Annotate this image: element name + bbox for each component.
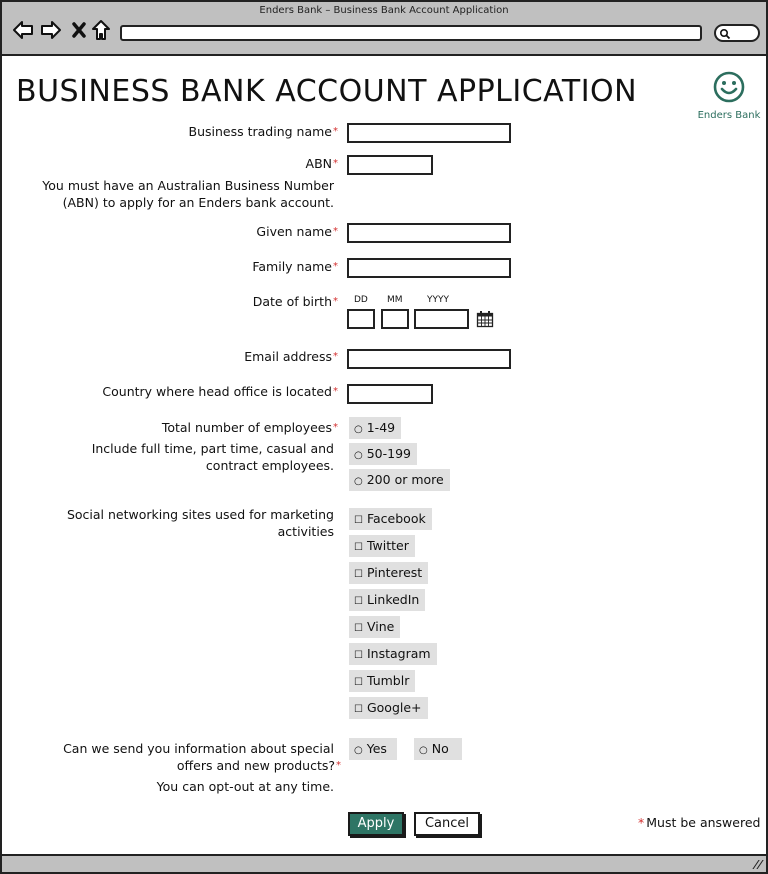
marketing-hint: You can opt-out at any time. <box>156 779 334 794</box>
given-name-input[interactable] <box>349 228 509 244</box>
radio-icon: ○ <box>354 450 363 461</box>
radio-employees-200-plus[interactable]: ○ 200 or more <box>349 469 450 491</box>
dob-month-input[interactable] <box>383 314 407 330</box>
checkbox-pinterest[interactable]: ☐ Pinterest <box>349 562 428 584</box>
resize-grip-icon[interactable]: // <box>751 858 765 871</box>
required-note: * Must be answered <box>638 815 761 830</box>
dob-year-field[interactable] <box>414 309 469 329</box>
dob-month-field[interactable] <box>381 309 409 329</box>
abn-input[interactable] <box>349 160 431 176</box>
checkbox-tumblr[interactable]: ☐ Tumblr <box>349 670 415 692</box>
browser-search-box[interactable] <box>714 24 760 42</box>
marketing-consent-label: Can we send you information about special offers and new products?* <box>63 741 341 773</box>
required-marker: * <box>333 261 338 272</box>
abn-field[interactable] <box>347 155 433 175</box>
smiley-icon <box>712 70 746 104</box>
checkbox-google-plus[interactable]: ☐ Google+ <box>349 697 428 719</box>
dob-year-input[interactable] <box>416 314 467 330</box>
employees-label: Total number of employees* <box>161 420 338 435</box>
country-input[interactable] <box>349 389 431 405</box>
checkbox-icon: ☐ <box>354 569 363 580</box>
radio-icon: ○ <box>419 745 428 756</box>
required-marker: * <box>336 760 341 771</box>
radio-employees-1-49[interactable]: ○ 1-49 <box>349 417 401 439</box>
checkbox-twitter[interactable]: ☐ Twitter <box>349 535 415 557</box>
checkbox-linkedin[interactable]: ☐ LinkedIn <box>349 589 425 611</box>
required-marker: * <box>333 386 338 397</box>
window-title: Enders Bank – Business Bank Account Application <box>259 5 509 16</box>
abn-label: ABN* <box>305 156 338 171</box>
dob-day-label: DD <box>354 295 368 305</box>
address-bar[interactable] <box>120 25 702 41</box>
checkbox-icon: ☐ <box>354 542 363 553</box>
checkbox-facebook[interactable]: ☐ Facebook <box>349 508 432 530</box>
calendar-icon[interactable] <box>476 310 494 332</box>
required-marker: * <box>333 226 338 237</box>
radio-icon: ○ <box>354 424 363 435</box>
family-name-input[interactable] <box>349 263 509 279</box>
business-trading-name-field[interactable] <box>347 123 511 143</box>
checkbox-instagram[interactable]: ☐ Instagram <box>349 643 437 665</box>
dob-day-field[interactable] <box>347 309 375 329</box>
cancel-button[interactable]: Cancel <box>414 812 480 836</box>
status-bar <box>2 854 766 872</box>
email-address-input[interactable] <box>349 354 509 370</box>
apply-button[interactable]: Apply <box>348 812 404 836</box>
country-field[interactable] <box>347 384 433 404</box>
search-icon <box>719 28 731 40</box>
forward-arrow-icon[interactable] <box>40 19 62 41</box>
checkbox-icon: ☐ <box>354 704 363 715</box>
required-marker: * <box>638 815 645 830</box>
checkbox-icon: ☐ <box>354 515 363 526</box>
dob-month-label: MM <box>387 295 403 305</box>
required-marker: * <box>333 126 338 137</box>
given-name-label: Given name* <box>256 224 338 239</box>
checkbox-icon: ☐ <box>354 623 363 634</box>
stop-icon[interactable] <box>68 19 90 41</box>
radio-employees-50-199[interactable]: ○ 50-199 <box>349 443 417 465</box>
required-marker: * <box>333 158 338 169</box>
checkbox-icon: ☐ <box>354 650 363 661</box>
radio-marketing-no[interactable]: ○ No <box>414 738 462 760</box>
country-label: Country where head office is located* <box>102 384 338 399</box>
family-name-field[interactable] <box>347 258 511 278</box>
business-trading-name-input[interactable] <box>349 128 509 144</box>
email-address-label: Email address* <box>244 349 338 364</box>
checkbox-vine[interactable]: ☐ Vine <box>349 616 400 638</box>
date-of-birth-label: Date of birth* <box>252 294 338 309</box>
employees-hint: Include full time, part time, casual and contract employees. <box>91 441 334 473</box>
checkbox-icon: ☐ <box>354 596 363 607</box>
family-name-label: Family name* <box>252 259 338 274</box>
required-marker: * <box>333 422 338 433</box>
title-bar <box>2 2 766 56</box>
required-marker: * <box>333 296 338 307</box>
checkbox-icon: ☐ <box>354 677 363 688</box>
back-arrow-icon[interactable] <box>12 19 34 41</box>
business-trading-name-label: Business trading name* <box>188 124 338 139</box>
dob-year-label: YYYY <box>427 295 449 305</box>
social-networking-label: Social networking sites used for marketing activities <box>66 507 334 539</box>
given-name-field[interactable] <box>347 223 511 243</box>
logo-text: Enders Bank <box>697 110 761 121</box>
home-icon[interactable] <box>90 19 112 41</box>
abn-hint: You must have an Australian Business Number (ABN) to apply for an Enders bank account. <box>42 178 334 210</box>
radio-marketing-yes[interactable]: ○ Yes <box>349 738 397 760</box>
required-marker: * <box>333 351 338 362</box>
enders-bank-logo[interactable] <box>696 70 762 121</box>
radio-icon: ○ <box>354 476 363 487</box>
radio-icon: ○ <box>354 745 363 756</box>
email-address-field[interactable] <box>347 349 511 369</box>
page-title: BUSINESS BANK ACCOUNT APPLICATION <box>16 74 638 109</box>
dob-day-input[interactable] <box>349 314 373 330</box>
